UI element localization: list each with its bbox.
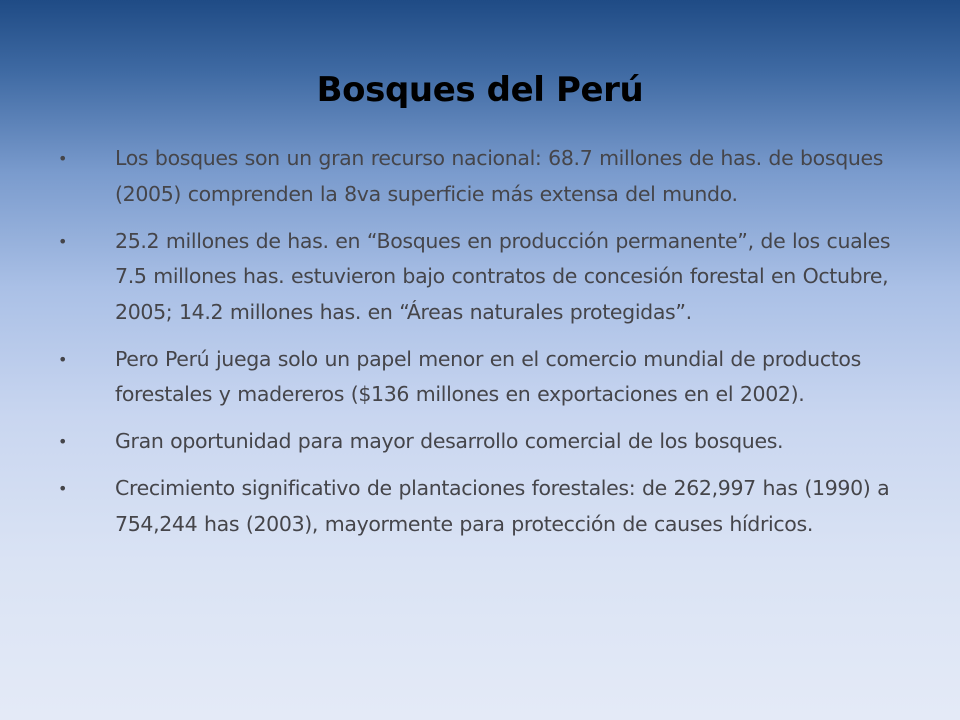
bullet-text: Los bosques son un gran recurso nacional: 68.7 millones de has. de bosques (2005) comprenden la 8va superficie más extensa del mundo. [115,146,884,206]
bullet-item [56,224,906,331]
slide-title: Bosques del Perú [316,70,644,110]
bullet-item [56,141,906,212]
bullet-marker: • [58,231,68,251]
bullet-text: Crecimiento significativo de plantaciones forestales: de 262,997 has (1990) a 754,244 has (2003), mayormente para protección de causes hídricos. [115,476,890,536]
bullet-marker: • [58,149,68,168]
bullet-text: Gran oportunidad para mayor desarrollo comercial de los bosques. [115,429,784,453]
bullet-text: 25.2 millones de has. en “Bosques en producción permanente”, de los cuales 7.5 millones has. estuvieron bajo contratos de concesión forestal en Octubre, 2005; 14.2 millones has. en “Áreas naturales protegidas”. [115,228,891,324]
bullet-marker: • [58,432,68,451]
bullet-text: Pero Perú juega solo un papel menor en el comercio mundial de productos forestales y madereros ($136 millones en exportaciones en el 2002). [115,346,861,406]
bullet-item [56,424,906,460]
bullet-marker: • [58,349,68,369]
bullet-list [56,141,906,554]
bullet-item [56,471,906,542]
bullet-item [56,342,906,413]
bullet-marker: • [58,479,68,498]
